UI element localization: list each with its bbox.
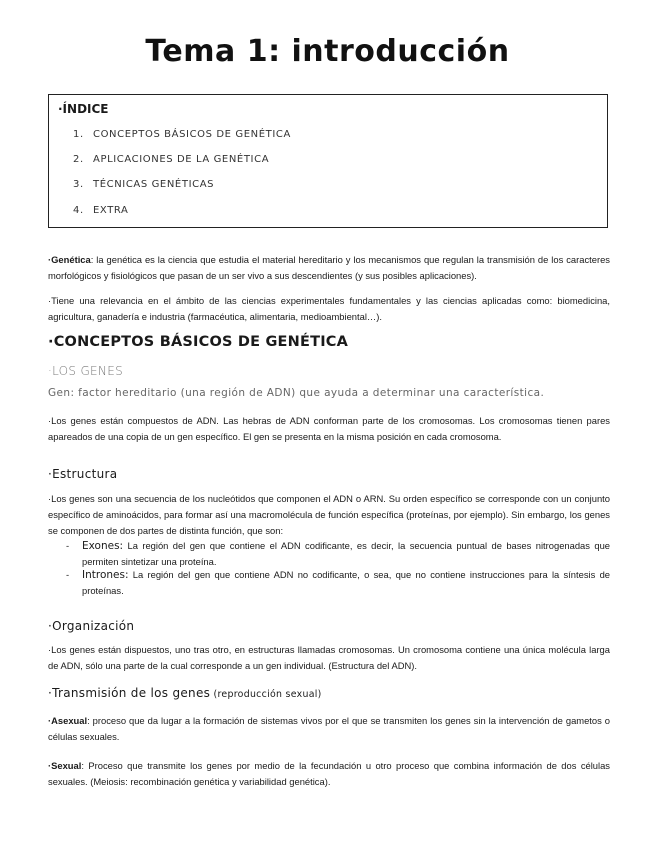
bullet-dash: - xyxy=(66,540,70,551)
index-item-label: APLICACIONES DE LA GENÉTICA xyxy=(93,154,270,165)
subheading-estructura: ·Estructura xyxy=(48,467,118,481)
index-item-number: 1. xyxy=(73,129,84,140)
index-item xyxy=(73,179,214,190)
index-item xyxy=(73,205,129,216)
bullet-exones xyxy=(66,538,610,570)
genes-paragraph: ·Los genes están compuestos de ADN. Las hebras de ADN conforman parte de los cromosomas. Los cromosomas tienen pares apareados de una copia de un gen específico. El gen se presenta en la misma posición en cada cromosoma. xyxy=(48,415,610,442)
intro-paragraph-relevancia: ·Tiene una relevancia en el ámbito de las ciencias experimentales fundamentales y las ciencias aplicadas como: biomedicina, agricultura, ganadería e industria (farmacéutica, alimentaria, medioambiental…). xyxy=(48,295,610,322)
transmision-title: ·Transmisión de los genes xyxy=(48,686,211,700)
index-heading: ·ÍNDICE xyxy=(58,102,109,116)
genetica-definition: : la genética es la ciencia que estudia el material hereditario y los mecanismos que regulan la transmisión de los caracteres morfológicos y fisiológicos que pasan de un ser vivo a sus descendientes (y sus posibles aplicaciones). xyxy=(48,254,610,281)
gene-definition: Gen: factor hereditario (una región de ADN) que ayuda a determinar una característica. xyxy=(48,387,545,399)
sexual-text: : Proceso que transmite los genes por medio de la fecundación u otro proceso que combina información de dos células sexuales. (Meiosis: recombinación genética y variabilidad genética). xyxy=(48,760,610,787)
index-item-number: 3. xyxy=(73,179,84,190)
bullet-dash: - xyxy=(66,569,70,580)
index-item-label: TÉCNICAS GENÉTICAS xyxy=(93,179,215,190)
sexual-term: ·Sexual xyxy=(48,760,82,771)
asexual-term: ·Asexual xyxy=(48,715,88,726)
organizacion-paragraph: ·Los genes están dispuestos, uno tras otro, en estructuras llamadas cromosomas. Un cromosoma contiene una única molécula larga de ADN, sólo una parte de la cual corresponde a un gen individual. (Estructura del ADN). xyxy=(48,644,610,671)
subheading-organizacion: ·Organización xyxy=(48,619,135,633)
subheading-los-genes: ·LOS GENES xyxy=(48,364,124,378)
intrones-term: Intrones: xyxy=(82,569,129,581)
bullet-intrones xyxy=(66,567,610,599)
index-item xyxy=(73,129,291,140)
index-item-label: CONCEPTOS BÁSICOS DE GENÉTICA xyxy=(93,129,291,140)
estructura-paragraph: ·Los genes son una secuencia de los nucleótidos que componen el ADN o ARN. Su orden específico se corresponde con un conjunto específico de aminoácidos, para formar así una macromolécula de función específica (proteínas, por ejemplo). Sin embargo, los genes se componen de dos partes de distinta función, que son: xyxy=(48,493,610,536)
subheading-transmision xyxy=(48,686,322,700)
exones-text: La región del gen que contiene el ADN codificante, es decir, la secuencia puntual de bases nitrogenadas que permiten sintetizar una proteína. xyxy=(82,540,610,567)
asexual-paragraph xyxy=(48,713,610,745)
transmision-note: (reproducción sexual) xyxy=(210,689,322,700)
asexual-text: : proceso que da lugar a la formación de sistemas vivos por el que se transmiten los genes sin la intervención de gametos o células sexuales. xyxy=(48,715,610,742)
exones-term: Exones: xyxy=(82,540,124,552)
genetica-term: ·Genética xyxy=(48,254,91,265)
intro-paragraph-genetica xyxy=(48,252,610,284)
page-title: Tema 1: introducción xyxy=(145,34,510,69)
index-item-number: 2. xyxy=(73,154,84,165)
intrones-text: La región del gen que contiene ADN no codificante, o sea, que no contiene instrucciones para la síntesis de proteínas. xyxy=(82,569,610,596)
section-heading-conceptos: ·CONCEPTOS BÁSICOS DE GENÉTICA xyxy=(48,334,349,350)
sexual-paragraph xyxy=(48,758,610,790)
index-item-number: 4. xyxy=(73,205,84,216)
index-box xyxy=(48,94,608,228)
index-item xyxy=(73,154,269,165)
index-item-label: EXTRA xyxy=(93,205,129,216)
